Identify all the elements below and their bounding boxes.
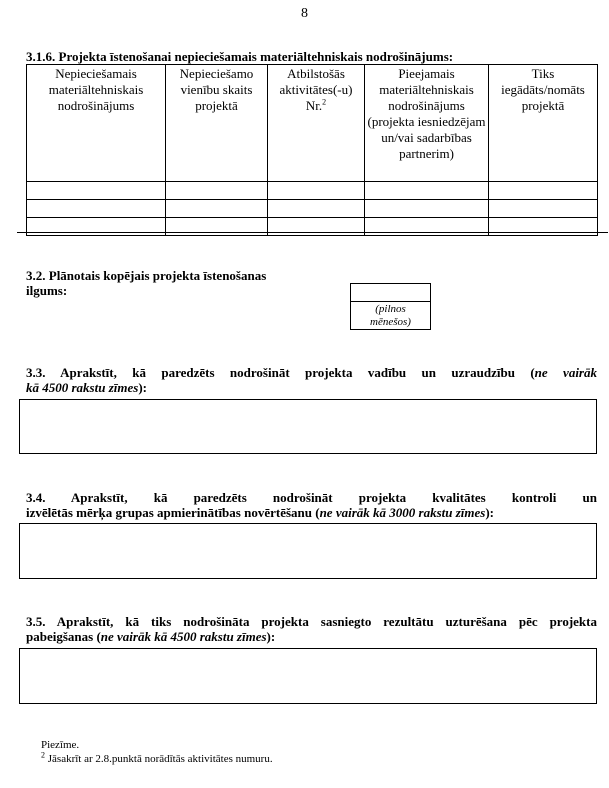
table-row [27,200,598,218]
quality-control-textbox[interactable] [19,523,597,579]
table-row [27,182,598,200]
table-cell[interactable] [166,182,268,200]
table-bottom-rule [17,232,608,233]
column-header-activity-number: Atbilstošās aktivitātes(-u) Nr.$^2$ [268,65,365,182]
column-header-units-count: Nepieciešamo vienību skaits projektā [166,65,268,182]
table-cell[interactable] [268,182,365,200]
duration-unit-label: (pilnos mēnešos) [370,303,411,328]
duration-field [350,283,431,330]
footnote-section [41,738,441,766]
results-sustainability-textbox[interactable] [19,648,597,704]
table-cell[interactable] [365,200,489,218]
table-cell[interactable] [365,182,489,200]
materials-table [26,64,598,236]
section-3-3-title: 3.3. Aprakstīt, kā paredzēts nodrošināt projekta vadību un uzraudzību (ne vairāk kā 4500 rakstu zīmes): [26,365,597,395]
table-cell[interactable] [27,182,166,200]
table-cell[interactable] [489,182,598,200]
column-header-purchased-rented: Tiks iegādāts/nomāts projektā [489,65,598,182]
table-cell[interactable] [27,200,166,218]
section-3-1-6-title: 3.1.6. Projekta īstenošanai nepieciešamais materiāltehniskais nodrošinājums: [26,49,454,64]
section-3-2-title: 3.2. Plānotais kopējais projekta īstenošanas ilgums: [26,268,267,298]
table-cell[interactable] [489,200,598,218]
table-cell[interactable] [166,200,268,218]
project-management-textbox[interactable] [19,399,597,454]
section-3-5-title: 3.5. Aprakstīt, kā tiks nodrošināta projekta sasniegto rezultātu uzturēšana pēc projekta pabeigšanas (ne vairāk kā 4500 rakstu zīmes): [26,614,597,644]
page-number: 8 [301,6,308,21]
note-label: Piezīme. [41,739,80,751]
table-cell[interactable] [268,200,365,218]
footnote-mark: 2 [322,97,327,107]
column-header-available-materials: Pieejamais materiāltehniskais nodrošinājums (projekta iesniedzējam un/vai sadarbības partnerim) [365,65,489,182]
footnote-text: $^2$ Jāsakrīt ar 2.8.punktā norādītās aktivitātes numuru. [41,750,273,765]
table-header-row [27,65,598,182]
duration-input[interactable] [351,284,430,302]
column-header-required-materials: Nepieciešamais materiāltehniskais nodrošinājums [27,65,166,182]
section-3-4-title: 3.4. Aprakstīt, kā paredzēts nodrošināt projekta kvalitātes kontroli un izvēlētās mērķa grupas apmierinātības novērtēšanu (ne vairāk kā 3000 rakstu zīmes): [26,490,597,520]
